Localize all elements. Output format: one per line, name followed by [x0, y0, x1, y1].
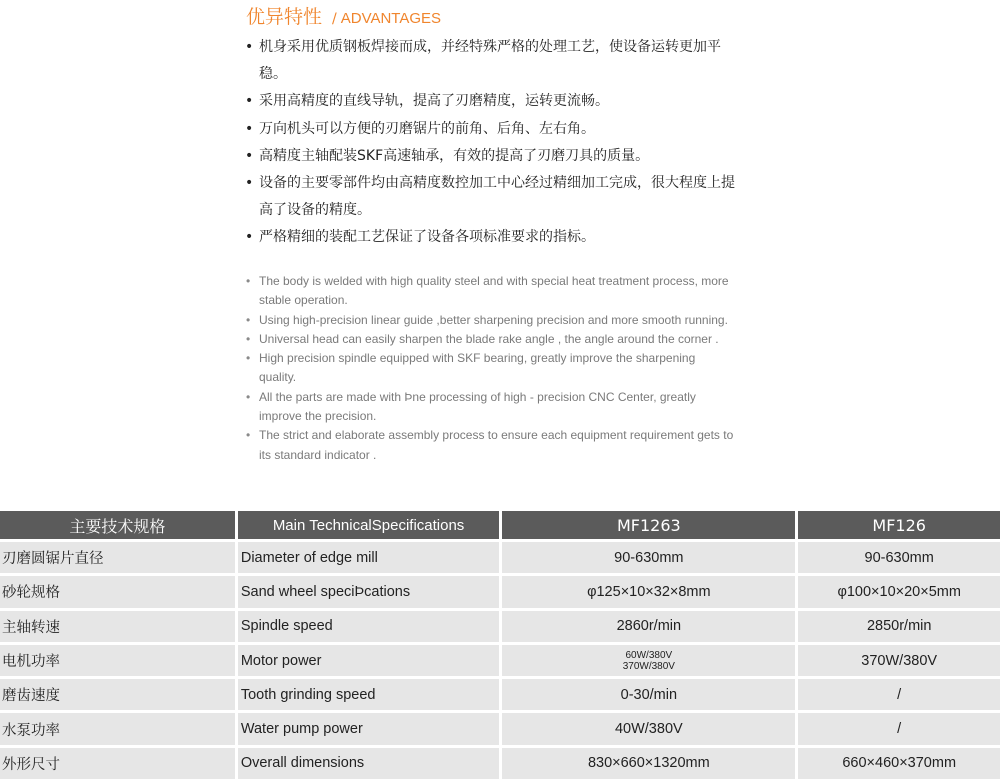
list-item: • 机身采用优质钢板焊接而成，并经特殊严格的处理工艺，使设备运转更加平稳。	[243, 34, 743, 88]
list-item: • The body is welded with high quality steel and with special heat treatment process, more stable operation.	[245, 272, 735, 311]
cell-mf1263: 0-30/min	[502, 679, 795, 710]
title-separator: /	[332, 11, 337, 27]
cell-mf126: /	[798, 679, 1000, 710]
table-row	[0, 611, 1000, 642]
cell-spec-en: Tooth grinding speed	[238, 679, 499, 710]
cell-spec-cn: 磨齿速度	[0, 679, 235, 710]
header-mf126: MF126	[798, 511, 1000, 539]
list-item: • The strict and elaborate assembly process to ensure each equipment requirement gets to its standard indicator .	[245, 426, 735, 465]
list-item: • High precision spindle equipped with SKF bearing, greatly improve the sharpening quality.	[245, 349, 735, 388]
list-item: • 采用高精度的直线导轨，提高了刃磨精度，运转更流畅。	[243, 88, 743, 115]
spec-table	[0, 508, 1000, 782]
cell-mf1263: 2860r/min	[502, 611, 795, 642]
cell-mf126: 2850r/min	[798, 611, 1000, 642]
cell-mf126: 370W/380V	[798, 645, 1000, 676]
header-spec-en: Main TechnicalSpecifications	[238, 511, 499, 539]
list-item: • 高精度主轴配装SKF高速轴承，有效的提高了刃磨刀具的质量。	[243, 143, 743, 170]
list-item: • Using high-precision linear guide ,better sharpening precision and more smooth running.	[245, 311, 735, 330]
cell-spec-en: Spindle speed	[238, 611, 499, 642]
table-row	[0, 576, 1000, 607]
cell-spec-en: Motor power	[238, 645, 499, 676]
cell-spec-en: Water pump power	[238, 713, 499, 744]
cell-spec-cn: 外形尺寸	[0, 748, 235, 779]
cell-mf1263: φ125×10×32×8mm	[502, 576, 795, 607]
cell-mf1263: 90-630mm	[502, 542, 795, 573]
list-item: • 万向机头可以方便的刃磨锯片的前角、后角、左右角。	[243, 116, 743, 143]
cell-spec-en: Diameter of edge mill	[238, 542, 499, 573]
table-row	[0, 679, 1000, 710]
header-mf1263: MF1263	[502, 511, 795, 539]
motor-power-line-2: 370W/380V	[622, 660, 675, 672]
cell-mf1263: 40W/380V	[502, 713, 795, 744]
cell-mf126: φ100×10×20×5mm	[798, 576, 1000, 607]
advantages-list-en	[245, 272, 735, 465]
header-spec-cn: 主要技术规格	[0, 511, 235, 539]
table-row	[0, 713, 1000, 744]
cell-mf126: 90-630mm	[798, 542, 1000, 573]
cell-mf126: /	[798, 713, 1000, 744]
section-title-cn: 优异特性	[246, 6, 323, 28]
motor-power-line-1: 60W/380V	[625, 649, 673, 661]
table-row	[0, 645, 1000, 676]
cell-mf1263: 830×660×1320mm	[502, 748, 795, 779]
table-row	[0, 542, 1000, 573]
cell-spec-cn: 主轴转速	[0, 611, 235, 642]
cell-spec-en: Sand wheel speciÞcations	[238, 576, 499, 607]
table-header-row	[0, 511, 1000, 539]
cell-mf126: 660×460×370mm	[798, 748, 1000, 779]
list-item: • Universal head can easily sharpen the blade rake angle , the angle around the corner .	[245, 330, 735, 349]
cell-spec-cn: 电机功率	[0, 645, 235, 676]
cell-mf1263	[502, 645, 795, 676]
cell-spec-cn: 砂轮规格	[0, 576, 235, 607]
cell-spec-en: Overall dimensions	[238, 748, 499, 779]
cell-spec-cn: 刃磨圆锯片直径	[0, 542, 235, 573]
list-item: • All the parts are made with Þne processing of high - precision CNC Center, greatly improve the precision.	[245, 388, 735, 427]
list-item: • 严格精细的装配工艺保证了设备各项标准要求的指标。	[243, 224, 743, 251]
section-title	[246, 2, 441, 26]
advantages-list-cn	[243, 34, 743, 252]
list-item: • 设备的主要零部件均由高精度数控加工中心经过精细加工完成，很大程度上提高了设备的精度。	[243, 170, 743, 224]
table-row	[0, 748, 1000, 779]
cell-spec-cn: 水泵功率	[0, 713, 235, 744]
section-title-en: ADVANTAGES	[340, 10, 442, 27]
